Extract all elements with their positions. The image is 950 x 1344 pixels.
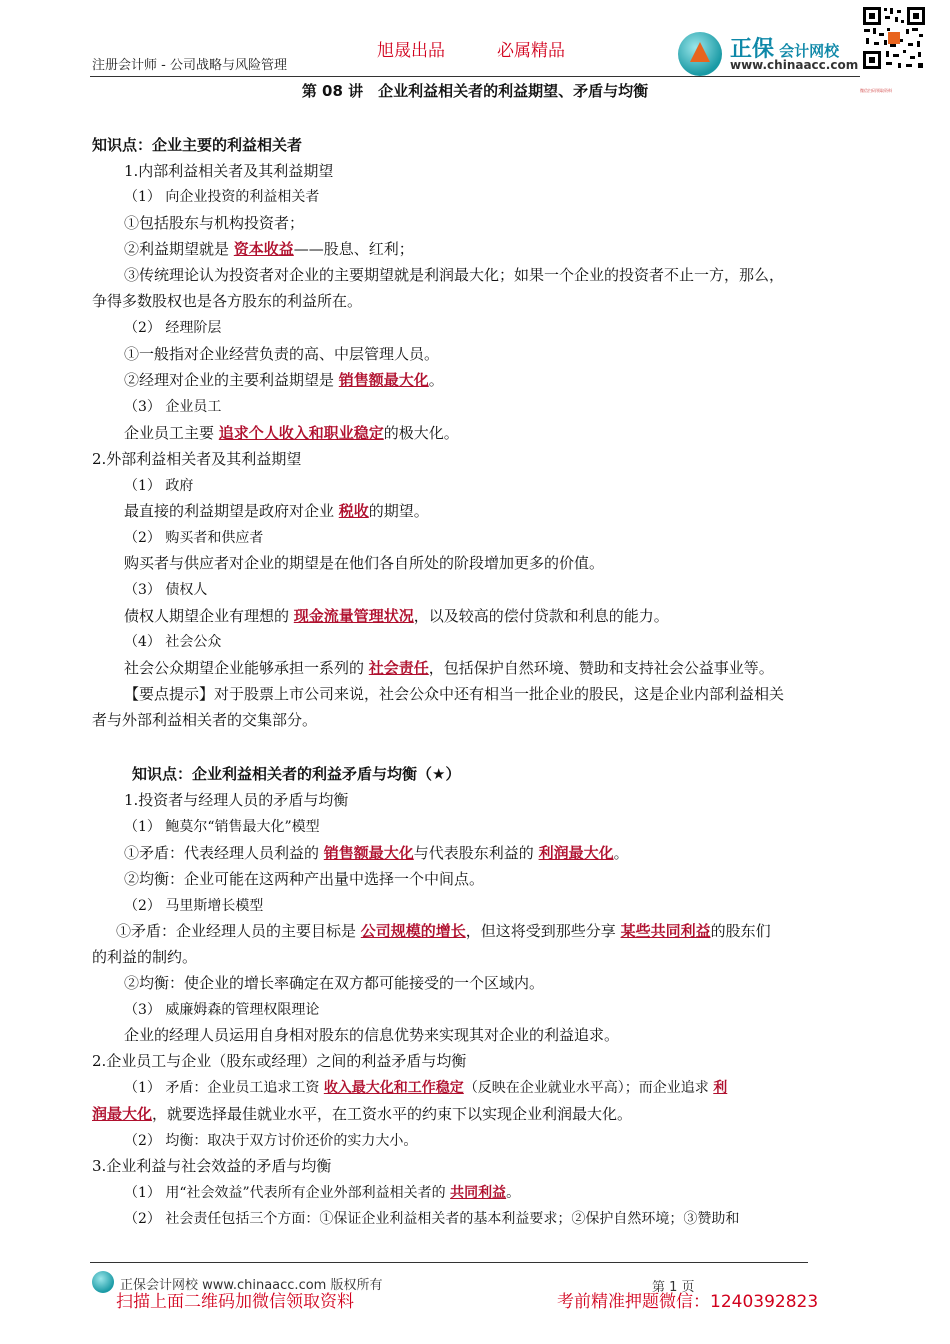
keyword: 收入最大化和工作稳定 [323,1080,464,1096]
keyword: 销售额最大化 [323,844,414,862]
s1-p9 [124,370,444,390]
footer-copyright: 正保会计网校 www.chinaacc.com 版权所有 [120,1278,383,1293]
header-divider [90,76,860,77]
s2-p10: 企业的经理人员运用自身相对股东的信息优势来实现其对企业的利益追求。 [124,1026,620,1044]
keyword: 某些共同利益 [620,922,711,940]
text: ①矛盾：代表经理人员利益的 [124,844,324,862]
s2-p17: （2） 社会责任包括三个方面：①保证企业利益相关者的基本利益要求；②保护自然环境；③赞助和 [124,1211,740,1227]
s2-p6 [116,921,771,941]
text: 企业员工主要 [124,424,219,442]
text: 。 [613,844,629,862]
s1-p17: （3） 债权人 [124,582,208,598]
logo-main-text: 正保 [730,37,775,62]
text: 。 [506,1185,521,1201]
keyword: 社会责任 [368,659,429,677]
s1-p20 [124,658,774,678]
s2-p13 [92,1104,632,1124]
header-slogan-2: 必属精品 [497,41,565,61]
s1-p15: （2） 购买者和供应者 [124,530,264,546]
chinaacc-footer-logo-icon [92,1271,114,1293]
text: ，包括保护自然环境、赞助和支持社会公益事业等。 [428,659,774,677]
text: 。 [428,371,444,389]
s1-p7: （2） 经理阶层 [124,320,222,336]
keyword: 利 [713,1080,728,1096]
text: （1） 用“社会效益”代表所有企业外部利益相关者的 [124,1185,451,1201]
s1-p12: 2.外部利益相关者及其利益期望 [92,450,302,468]
s2-p5: （2） 马里斯增长模型 [124,898,264,914]
text: 债权人期望企业有理想的 [124,607,294,625]
footer-promo-right: 考前精准押题微信：1240392823 [557,1292,819,1312]
page-title: 第 08 讲 企业利益相关者的利益期望、矛盾与均衡 [301,82,649,100]
s1-p22: 者与外部利益相关者的交集部分。 [92,711,318,729]
text: 社会公众期望企业能够承担一系列的 [124,659,369,677]
qr-code-icon[interactable] [862,6,926,86]
section-2-heading: 知识点：企业利益相关者的利益矛盾与均衡（★） [132,765,461,783]
s1-p8: ①一般指对企业经营负责的高、中层管理人员。 [124,345,440,363]
s2-p16 [124,1183,520,1203]
text: （1） 矛盾：企业员工追求工资 [124,1080,324,1096]
text: 的极大化。 [383,424,459,442]
text: ②经理对企业的主要利益期望是 [124,371,339,389]
s2-p9: （3） 威廉姆森的管理权限理论 [124,1002,320,1018]
keyword: 资本收益 [233,240,294,258]
s2-p3 [124,843,629,863]
keyword: 利润最大化 [538,844,614,862]
s1-p4 [124,239,414,259]
s2-p7: 的利益的制约。 [92,948,198,966]
text: ①矛盾：企业经理人员的主要目标是 [116,922,361,940]
s1-p19: （4） 社会公众 [124,634,222,650]
keyword: 共同利益 [450,1185,507,1201]
s1-p1: 1.内部利益相关者及其利益期望 [124,162,334,180]
text: 与代表股东利益的 [413,844,539,862]
qr-caption: 微信扫码领取资料 [860,88,892,93]
s1-p16: 购买者与供应者对企业的期望是在他们各自所处的阶段增加更多的价值。 [124,554,605,572]
s2-p4: ②均衡：企业可能在这两种产出量中选择一个中间点。 [124,870,485,888]
s1-p10: （3） 企业员工 [124,399,222,415]
keyword: 现金流量管理状况 [293,607,414,625]
s1-p11 [124,423,459,443]
header-course-title: 注册会计师 - 公司战略与风险管理 [92,58,287,73]
s2-p12 [124,1078,727,1098]
text: （反映在企业就业水平高）；而企业追求 [463,1080,714,1096]
footer-page-number: 第 1 页 [652,1280,695,1295]
s1-p13: （1） 政府 [124,478,194,494]
logo-url: www.chinaacc.com [730,58,859,72]
keyword: 销售额最大化 [338,371,429,389]
text: 的股东们 [710,922,771,940]
keyword: 润最大化 [92,1105,153,1123]
s2-p14: （2） 均衡：取决于双方讨价还价的实力大小。 [124,1133,418,1149]
text: 的期望。 [368,502,429,520]
keyword: 公司规模的增长 [360,922,466,940]
chinaacc-logo-icon [678,32,722,76]
s1-p14 [124,501,429,521]
s1-p21: 【要点提示】对于股票上市公司来说，社会公众中还有相当一批企业的股民，这是企业内部利益相关 [124,685,785,703]
text: 最直接的利益期望是政府对企业 [124,502,339,520]
s2-p11: 2.企业员工与企业（股东或经理）之间的利益矛盾与均衡 [92,1052,467,1070]
header-slogan-1: 旭晟出品 [377,41,445,61]
section-1-heading: 知识点：企业主要的利益相关者 [92,136,303,154]
keyword: 追求个人收入和职业稳定 [218,424,384,442]
s1-p3: ①包括股东与机构投资者； [124,214,305,232]
s2-p8: ②均衡：使企业的增长率确定在双方都可能接受的一个区域内。 [124,974,545,992]
s1-p18 [124,606,669,626]
s2-p1: 1.投资者与经理人员的矛盾与均衡 [124,791,349,809]
text: ，以及较高的偿付贷款和利息的能力。 [413,607,669,625]
footer-divider [90,1262,808,1263]
s1-p5: ③传统理论认为投资者对企业的主要期望就是利润最大化；如果一个企业的投资者不止一方，那么， [124,266,785,284]
s1-p6: 争得多数股权也是各方股东的利益所在。 [92,292,363,310]
text: ，就要选择最佳就业水平，在工资水平的约束下以实现企业利润最大化。 [152,1105,633,1123]
footer-promo-left: 扫描上面二维码加微信领取资料 [116,1292,354,1312]
s2-p15: 3.企业利益与社会效益的矛盾与均衡 [92,1157,332,1175]
s2-p2: （1） 鲍莫尔“销售最大化”模型 [124,819,320,835]
text: ②利益期望就是 [124,240,234,258]
logo-sub-text: 会计网校 [779,42,840,60]
keyword: 税收 [338,502,369,520]
text: ，但这将受到那些分享 [465,922,621,940]
s1-p2: （1） 向企业投资的利益相关者 [124,189,320,205]
text: ——股息、红利； [293,240,414,258]
